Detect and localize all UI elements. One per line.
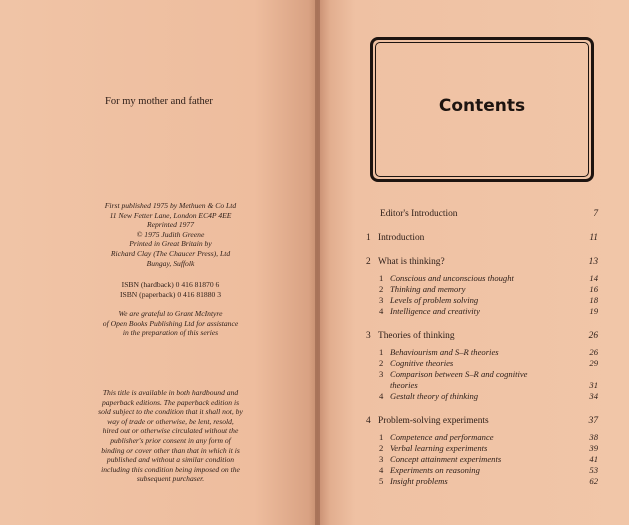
notice-line: sold subject to the condition that it shall not, by bbox=[98, 407, 243, 417]
toc-section-title: Insight problems bbox=[390, 476, 448, 486]
toc-section-title: Comparison between S–R and cognitive bbox=[390, 369, 528, 379]
sale-notice-block bbox=[58, 388, 283, 484]
toc-section-title: Thinking and memory bbox=[390, 284, 466, 294]
isbn-line: ISBN (paperback) 0 416 81880 3 bbox=[119, 289, 222, 299]
isbn-line: ISBN (hardback) 0 416 81870 6 bbox=[121, 280, 220, 289]
toc-section-title: Behaviourism and S–R theories bbox=[390, 347, 499, 357]
toc-page-number: 39 bbox=[589, 443, 598, 453]
toc-section-number: 2 bbox=[379, 358, 384, 368]
toc-chapter-3[interactable] bbox=[366, 331, 598, 345]
toc-section-number: 3 bbox=[379, 454, 384, 464]
toc-section-title: Experiments on reasoning bbox=[390, 465, 480, 475]
toc-section-title: Cognitive theories bbox=[390, 358, 454, 368]
toc-section-number: 1 bbox=[379, 347, 384, 357]
contents-title: Contents bbox=[438, 96, 526, 116]
toc-section-label bbox=[379, 273, 514, 283]
toc-page-number: 62 bbox=[589, 476, 598, 486]
toc-chapter-number: 1 bbox=[366, 233, 371, 243]
imprint-line: Printed in Great Britain by bbox=[129, 239, 212, 249]
toc-section-label bbox=[379, 476, 448, 486]
toc-page-number: 26 bbox=[588, 331, 598, 341]
toc-page-number: 14 bbox=[589, 273, 598, 283]
toc-page-number: 26 bbox=[589, 347, 598, 357]
toc-chapter-label bbox=[366, 233, 424, 243]
toc-chapter-label bbox=[366, 331, 455, 341]
imprint-line: Bungay, Suffolk bbox=[146, 258, 195, 268]
toc-chapter-title: Introduction bbox=[378, 233, 425, 243]
toc-chapter-4[interactable] bbox=[366, 416, 598, 430]
toc-section-number: 4 bbox=[379, 306, 384, 316]
dedication: For my mother and father bbox=[105, 96, 213, 107]
toc-page-number: 7 bbox=[593, 209, 598, 219]
toc-section-number: 2 bbox=[379, 284, 384, 294]
toc-section-title: Gestalt theory of thinking bbox=[390, 391, 479, 401]
acknowledgement-line: We are grateful to Grant McIntyre bbox=[118, 309, 223, 318]
notice-line: publisher's prior consent in any form of bbox=[110, 435, 231, 445]
toc-page-number: 41 bbox=[589, 454, 598, 464]
toc-page-number: 16 bbox=[589, 284, 598, 294]
toc-chapter-1[interactable] bbox=[366, 233, 598, 247]
notice-line: subsequent purchaser. bbox=[136, 474, 205, 484]
toc-page-number: 53 bbox=[589, 465, 598, 475]
toc-section-label bbox=[379, 369, 527, 379]
imprint-line: Reprinted 1977 bbox=[146, 220, 195, 230]
imprint-line: First published 1975 by Methuen & Co Ltd bbox=[104, 201, 237, 210]
acknowledgement-block bbox=[58, 309, 283, 338]
notice-line: paperback editions. The paperback edition is bbox=[101, 397, 240, 407]
toc-page-number: 38 bbox=[589, 432, 598, 442]
imprint-line: Richard Clay (The Chaucer Press), Ltd bbox=[110, 248, 231, 258]
imprint-line: © 1975 Judith Greene bbox=[136, 229, 205, 239]
toc-page-number: 13 bbox=[588, 257, 598, 267]
notice-line: binding or cover other than that in which it is bbox=[101, 445, 240, 455]
acknowledgement-line: in the preparation of this series bbox=[122, 328, 219, 338]
toc-page-number: 11 bbox=[589, 233, 598, 243]
toc-section-label bbox=[379, 295, 478, 305]
toc-section-label bbox=[379, 454, 501, 464]
imprint-block bbox=[58, 201, 283, 268]
imprint-line: 11 New Fetter Lane, London EC4P 4EE bbox=[109, 210, 232, 220]
toc-section[interactable] bbox=[366, 476, 598, 490]
toc-page-number: 19 bbox=[589, 306, 598, 316]
toc-section-number: 4 bbox=[379, 465, 384, 475]
toc-section-label bbox=[379, 347, 499, 357]
toc-section[interactable] bbox=[366, 306, 598, 320]
toc-section-title: Concept attainment experiments bbox=[390, 454, 502, 464]
toc-page-number: 37 bbox=[588, 416, 598, 426]
toc-chapter-label bbox=[366, 257, 445, 267]
toc-page-number: 34 bbox=[589, 391, 598, 401]
toc-page-number: 31 bbox=[589, 380, 598, 390]
toc-section-number: 3 bbox=[379, 369, 384, 379]
toc-section-title: Competence and performance bbox=[390, 432, 494, 442]
notice-line: way of trade or otherwise, be lent, resold, bbox=[107, 416, 234, 426]
toc-section-label bbox=[379, 358, 453, 368]
toc-section-label: theories bbox=[390, 380, 418, 390]
toc-entry-label: Editor's Introduction bbox=[380, 209, 458, 219]
toc-section-number: 1 bbox=[379, 273, 384, 283]
toc-section-label bbox=[379, 443, 487, 453]
toc-section-title: Intelligence and creativity bbox=[390, 306, 480, 316]
acknowledgement-line: of Open Books Publishing Ltd for assistance bbox=[102, 318, 239, 328]
toc-section-label bbox=[379, 465, 480, 475]
toc-page-number: 29 bbox=[589, 358, 598, 368]
toc-section-number: 4 bbox=[379, 391, 384, 401]
toc-chapter-2[interactable] bbox=[366, 257, 598, 271]
book-gutter bbox=[315, 0, 320, 525]
notice-line: published and without a similar condition bbox=[106, 455, 235, 465]
isbn-block bbox=[58, 280, 283, 299]
toc-chapter-label bbox=[366, 416, 489, 426]
notice-line: including this condition being imposed on the bbox=[101, 464, 240, 474]
toc-chapter-number: 3 bbox=[366, 331, 371, 341]
toc-section-label bbox=[379, 432, 494, 442]
toc-section[interactable] bbox=[366, 391, 598, 405]
toc-chapter-number: 2 bbox=[366, 257, 371, 267]
toc-section-label bbox=[379, 284, 465, 294]
toc-section-label bbox=[379, 306, 480, 316]
toc-page-number: 18 bbox=[589, 295, 598, 305]
toc-section-title: Conscious and unconscious thought bbox=[390, 273, 514, 283]
toc-section-label bbox=[379, 391, 478, 401]
notice-line: This title is available in both hardbound and bbox=[102, 388, 239, 397]
toc-section-number: 2 bbox=[379, 443, 384, 453]
toc-section-title: Levels of problem solving bbox=[390, 295, 479, 305]
toc-entry-editors-introduction[interactable] bbox=[366, 209, 598, 223]
toc-chapter-title: Theories of thinking bbox=[378, 331, 455, 341]
toc-section-number: 3 bbox=[379, 295, 384, 305]
notice-line: hired out or otherwise circulated without the bbox=[102, 426, 239, 436]
toc-chapter-number: 4 bbox=[366, 416, 371, 426]
toc-section-title: Verbal learning experiments bbox=[390, 443, 488, 453]
toc-chapter-title: What is thinking? bbox=[378, 257, 445, 267]
toc-chapter-title: Problem-solving experiments bbox=[378, 416, 489, 426]
toc-section-number: 1 bbox=[379, 432, 384, 442]
toc-section-number: 5 bbox=[379, 476, 384, 486]
